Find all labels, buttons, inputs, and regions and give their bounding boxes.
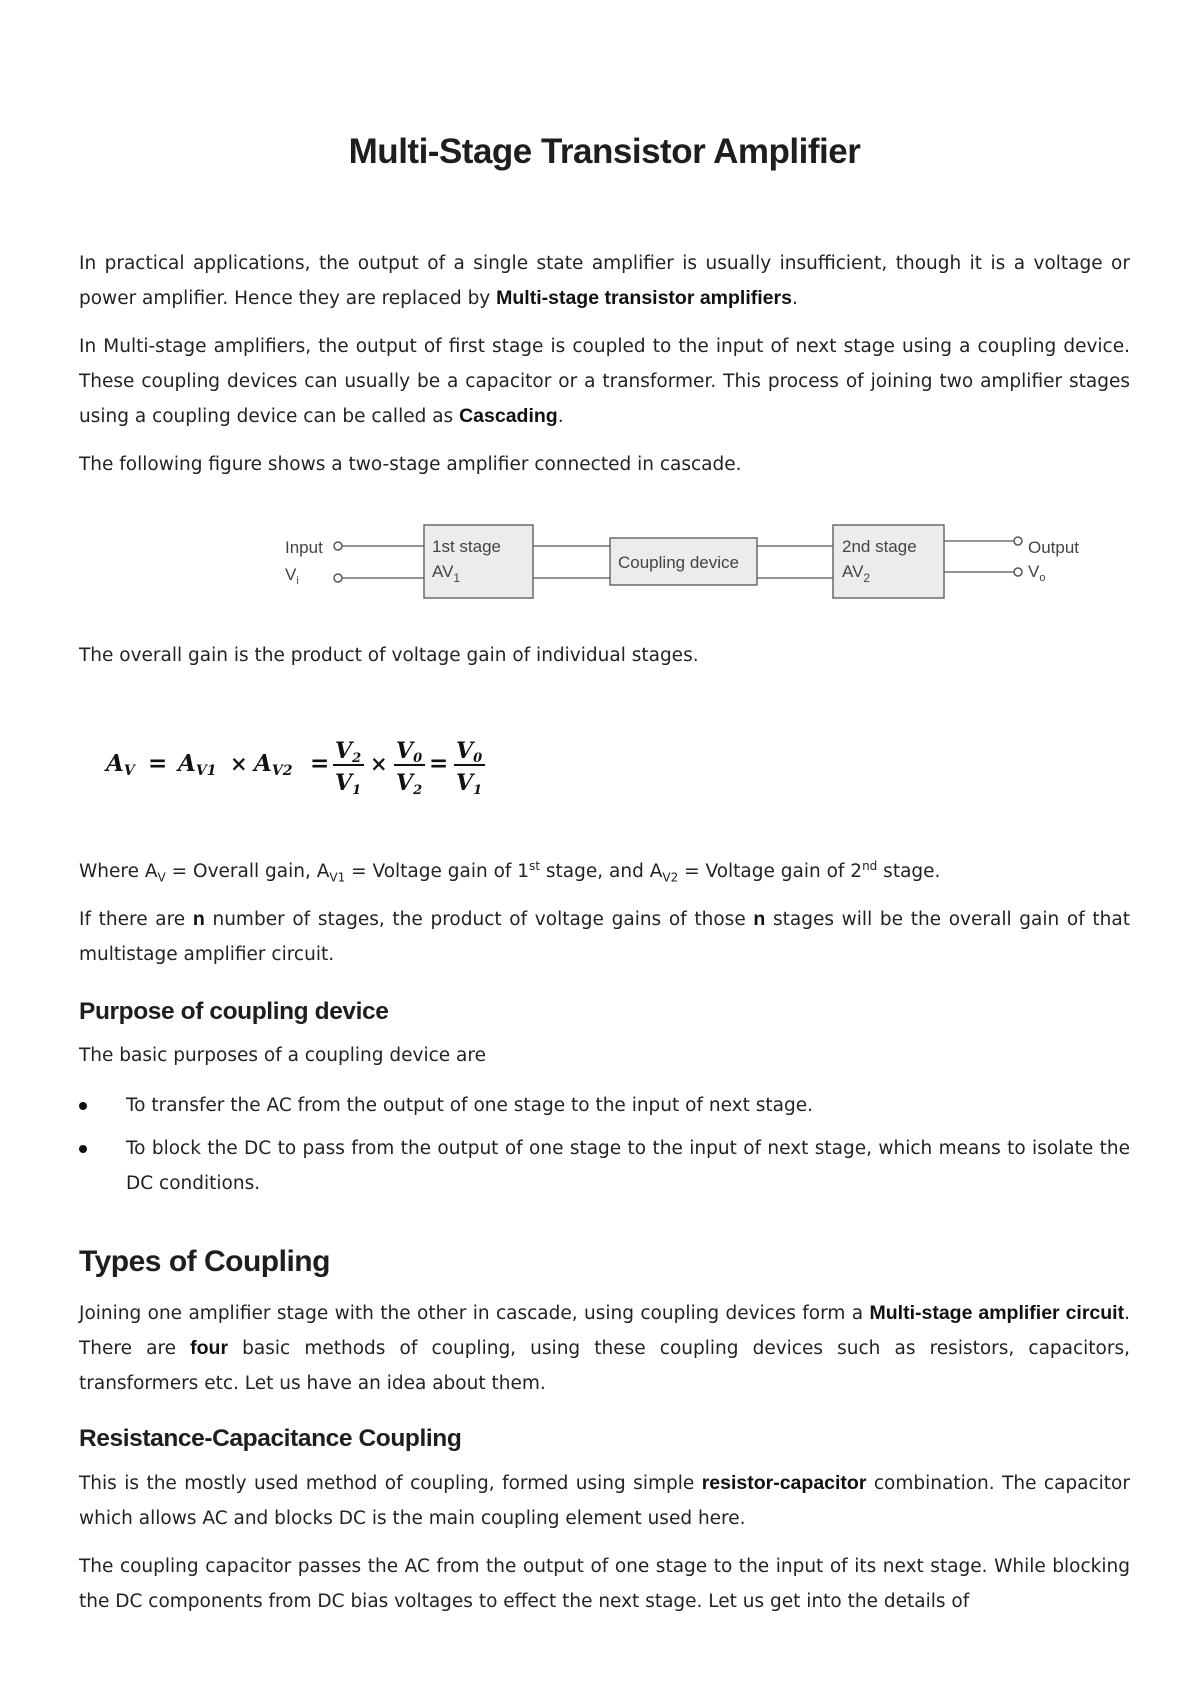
intro-paragraph-1 (79, 246, 1130, 316)
intro-text-1: In practical applications, the output of a single state amplifier is usually insufficient, though it is a voltage or power amplifier. Hence they are replaced by (79, 253, 1130, 309)
list-item: To transfer the AC from the output of one stage to the input of next stage. (79, 1088, 1130, 1123)
formula-av2: AV2 (254, 750, 293, 779)
page-title: Multi-Stage Transistor Amplifier (348, 132, 861, 171)
formula-equals-1: = (148, 750, 168, 777)
bullet-icon (79, 1145, 87, 1153)
bold-cascading: Cascading (459, 405, 558, 427)
fraction2-numerator: V0 (396, 738, 423, 766)
bold-multistage-amplifiers: Multi-stage transistor amplifiers (496, 287, 792, 309)
where-definitions: Where $A_V$ = Overall gain, $A_{V1}$ = Voltage gain of 1st stage, and $A_{V2}$ = Voltage gain of 2nd stage. (79, 858, 941, 885)
intro-end-1: . (791, 288, 798, 309)
formula-equals-3: = (429, 750, 449, 777)
intro-text-2: In Multi-stage amplifiers, the output of first stage is coupled to the input of next stage using a coupling device. These coupling devices can usually be a capacitor or a transformer. This process of joining two amplifier stages using a coupling device can be called as (79, 336, 1130, 427)
stage2-title: 2nd stage (842, 537, 917, 556)
input-label: Input (285, 538, 323, 557)
fraction3-denominator: V1 (456, 770, 483, 798)
n-stages-paragraph: If there are n number of stages, the product of voltage gains of those n stages will be the overall gain of that multistage amplifier circuit. (79, 908, 1130, 965)
bullet-icon (79, 1102, 87, 1110)
formula-equals-2: = (310, 750, 330, 777)
rc-paragraph-2: The coupling capacitor passes the AC from the output of one stage to the input of its next stage. While blocking the DC components from DC bias voltages to effect the next stage. Let us get into the details of (79, 1556, 1130, 1612)
formula-times-2: × (370, 751, 388, 776)
output-label: Output (1028, 538, 1080, 557)
purpose-list (79, 1088, 1130, 1209)
output-symbol: $V_o$ (1028, 562, 1046, 584)
formula-av1: AV1 (178, 750, 217, 779)
intro-paragraph-3: The following figure shows a two-stage amplifier connected in cascade. (79, 454, 742, 475)
types-heading: Types of Coupling (79, 1245, 330, 1278)
intro-end-2: . (557, 406, 564, 427)
stage1-gain: $AV_1$ (432, 562, 461, 585)
rc-paragraph-1: This is the mostly used method of coupling, formed using simple resistor-capacitor combination. The capacitor which allows AC and blocks DC is the main coupling element used here. (79, 1472, 1130, 1529)
list-item: To block the DC to pass from the output of one stage to the input of next stage, which means to isolate the DC conditions. (79, 1131, 1130, 1201)
stage2-gain: $AV_2$ (842, 562, 871, 585)
fraction3-numerator: V0 (456, 738, 483, 766)
purpose-lead: The basic purposes of a coupling device are (79, 1045, 486, 1066)
cascade-block-diagram (199, 522, 1080, 612)
formula-times-1: × (230, 751, 248, 776)
purpose-heading: Purpose of coupling device (79, 998, 389, 1025)
overall-gain-sentence: The overall gain is the product of voltage gain of individual stages. (79, 645, 699, 666)
output-terminals (944, 537, 1022, 576)
formula-lhs: AV (106, 750, 135, 779)
coupling-device-label: Coupling device (618, 553, 739, 572)
fraction1-numerator: V2 (335, 738, 362, 766)
intro-paragraph-2 (79, 329, 1130, 434)
types-paragraph: Joining one amplifier stage with the other in cascade, using coupling devices form a Multi-stage amplifier circuit. There are four basic methods of coupling, using these coupling devices such as resistors, capacitors, transformers etc. Let us have an idea about them. (79, 1302, 1131, 1394)
rc-coupling-heading: Resistance-Capacitance Coupling (79, 1425, 462, 1452)
overall-gain-formula (106, 734, 586, 804)
input-terminals (334, 542, 424, 582)
fraction1-denominator: V1 (335, 770, 362, 798)
stage1-title: 1st stage (432, 537, 501, 556)
input-symbol: $V_i$ (285, 565, 299, 587)
fraction2-denominator: V2 (396, 770, 423, 798)
